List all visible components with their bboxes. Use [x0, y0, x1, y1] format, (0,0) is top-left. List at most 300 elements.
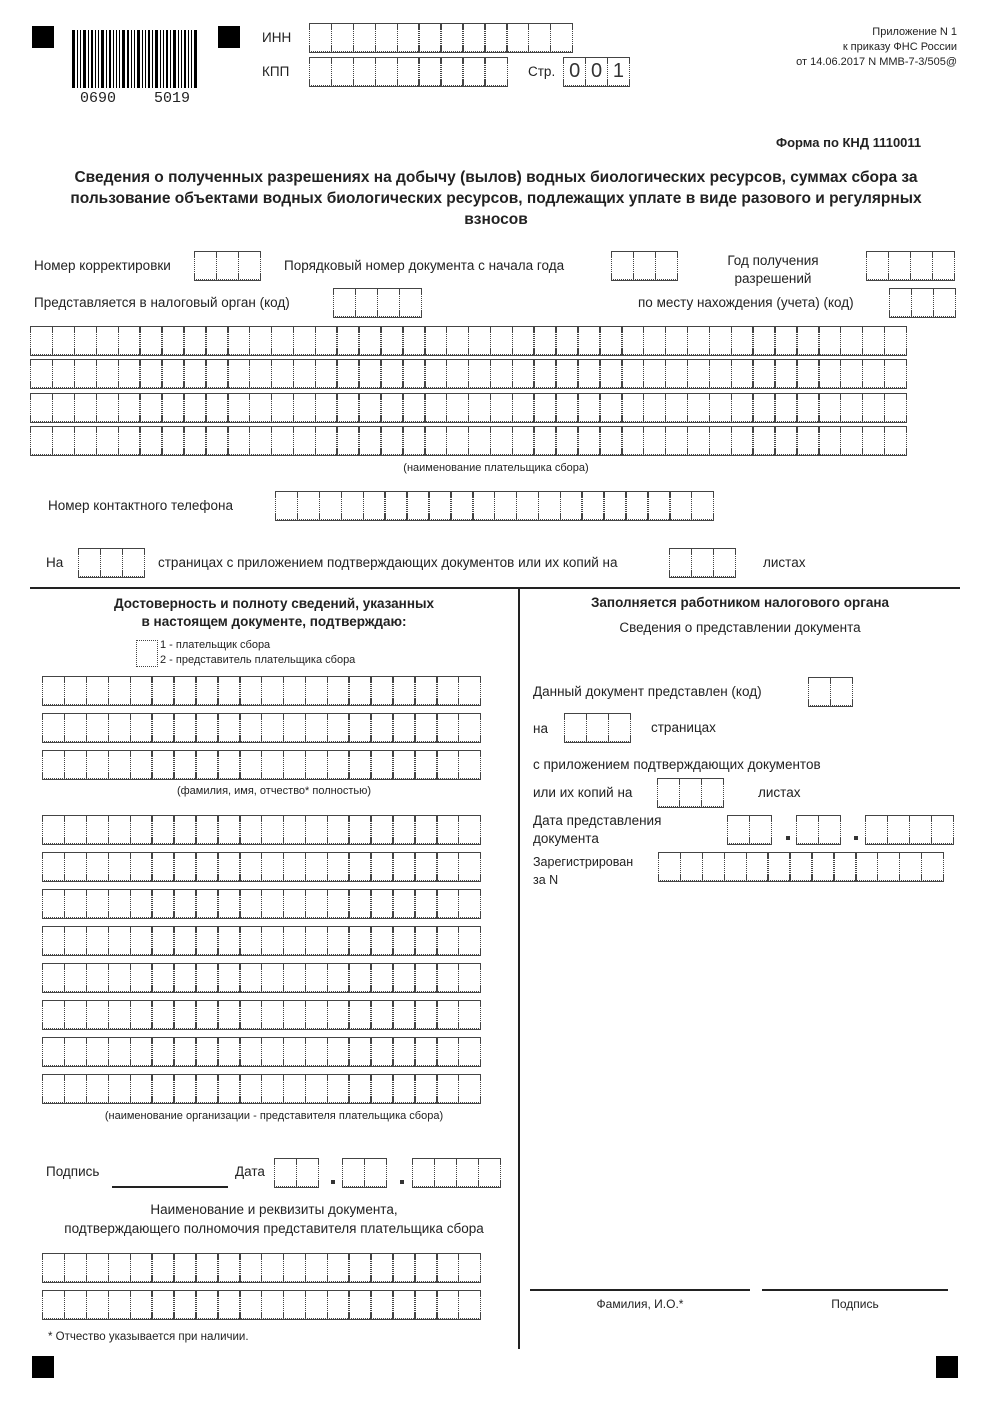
char-cell[interactable] — [239, 926, 262, 955]
char-cell[interactable] — [217, 1290, 240, 1319]
char-cell[interactable] — [217, 1253, 240, 1282]
char-cell[interactable] — [173, 713, 196, 742]
char-cell[interactable] — [458, 1037, 481, 1066]
char-cell[interactable] — [52, 426, 75, 455]
char-cell[interactable] — [336, 426, 359, 455]
char-cell[interactable] — [414, 1037, 437, 1066]
char-cell[interactable] — [217, 889, 240, 918]
char-cell[interactable] — [355, 288, 378, 317]
char-cell[interactable] — [436, 713, 459, 742]
char-cell[interactable] — [348, 852, 371, 881]
char-cell[interactable] — [283, 750, 306, 779]
char-cell[interactable] — [64, 852, 87, 881]
char-cell[interactable] — [657, 778, 680, 807]
date-month-cells[interactable] — [342, 1158, 386, 1187]
char-cell[interactable] — [130, 889, 153, 918]
year-cells[interactable] — [866, 251, 954, 280]
char-cell[interactable] — [315, 393, 338, 422]
char-cell[interactable] — [679, 778, 702, 807]
char-cell[interactable] — [108, 926, 131, 955]
char-cell[interactable] — [239, 963, 262, 992]
char-cell[interactable] — [866, 251, 889, 280]
char-cell[interactable] — [173, 815, 196, 844]
authority-doc-row2[interactable] — [42, 1290, 480, 1319]
char-cell[interactable] — [271, 426, 294, 455]
char-cell[interactable] — [746, 852, 769, 881]
char-cell[interactable] — [42, 1253, 65, 1282]
char-cell[interactable] — [42, 1037, 65, 1066]
char-cell[interactable] — [888, 251, 911, 280]
char-cell[interactable] — [749, 815, 772, 844]
char-cell[interactable] — [397, 23, 420, 52]
fio-row1[interactable] — [42, 676, 480, 705]
char-cell[interactable] — [691, 548, 714, 577]
char-cell[interactable] — [315, 326, 338, 355]
char-cell[interactable] — [399, 288, 422, 317]
char-cell[interactable] — [30, 393, 53, 422]
char-cell[interactable] — [151, 1253, 174, 1282]
char-cell[interactable] — [275, 491, 298, 520]
char-cell[interactable] — [669, 548, 692, 577]
char-cell[interactable] — [833, 852, 856, 881]
char-cell[interactable] — [52, 359, 75, 388]
char-cell[interactable] — [414, 889, 437, 918]
char-cell[interactable] — [139, 326, 162, 355]
char-cell[interactable] — [436, 889, 459, 918]
char-cell[interactable] — [377, 288, 400, 317]
char-cell[interactable] — [933, 288, 956, 317]
char-cell[interactable] — [370, 676, 393, 705]
char-cell[interactable] — [139, 359, 162, 388]
char-cell[interactable] — [414, 676, 437, 705]
char-cell[interactable] — [370, 815, 393, 844]
org-row2[interactable] — [42, 852, 480, 881]
char-cell[interactable] — [348, 1000, 371, 1029]
char-cell[interactable] — [283, 815, 306, 844]
char-cell[interactable] — [555, 326, 578, 355]
char-cell[interactable] — [327, 676, 350, 705]
char-cell[interactable] — [370, 1253, 393, 1282]
char-cell[interactable] — [336, 393, 359, 422]
char-cell[interactable] — [468, 326, 491, 355]
officer-name-line[interactable] — [530, 1289, 750, 1291]
char-cell[interactable] — [818, 426, 841, 455]
char-cell[interactable] — [261, 963, 284, 992]
char-cell[interactable] — [283, 963, 306, 992]
char-cell[interactable] — [877, 852, 900, 881]
char-cell[interactable] — [910, 251, 933, 280]
char-cell[interactable] — [830, 677, 853, 706]
char-cell[interactable] — [327, 1290, 350, 1319]
char-cell[interactable] — [370, 926, 393, 955]
char-cell[interactable] — [108, 1253, 131, 1282]
char-cell[interactable] — [261, 926, 284, 955]
char-cell[interactable] — [358, 359, 381, 388]
char-cell[interactable] — [490, 359, 513, 388]
char-cell[interactable] — [458, 815, 481, 844]
char-cell[interactable] — [484, 57, 507, 86]
char-cell[interactable] — [625, 491, 648, 520]
char-cell[interactable] — [274, 1158, 297, 1187]
char-cell[interactable] — [42, 889, 65, 918]
char-cell[interactable] — [239, 1000, 262, 1029]
char-cell[interactable] — [108, 713, 131, 742]
char-cell[interactable] — [239, 815, 262, 844]
char-cell[interactable] — [130, 750, 153, 779]
char-cell[interactable] — [305, 815, 328, 844]
submission-day-cells[interactable] — [727, 815, 771, 844]
char-cell[interactable] — [52, 326, 75, 355]
char-cell[interactable] — [100, 548, 123, 577]
submission-year-cells[interactable] — [865, 815, 953, 844]
char-cell[interactable] — [205, 426, 228, 455]
char-cell[interactable] — [173, 1253, 196, 1282]
char-cell[interactable] — [227, 326, 250, 355]
char-cell[interactable] — [414, 815, 437, 844]
char-cell[interactable] — [261, 1074, 284, 1103]
char-cell[interactable] — [603, 491, 626, 520]
char-cell[interactable] — [436, 1037, 459, 1066]
char-cell[interactable] — [130, 852, 153, 881]
char-cell[interactable] — [239, 889, 262, 918]
char-cell[interactable] — [130, 1290, 153, 1319]
char-cell[interactable] — [909, 815, 932, 844]
char-cell[interactable] — [173, 926, 196, 955]
char-cell[interactable] — [30, 426, 53, 455]
char-cell[interactable] — [669, 491, 692, 520]
char-cell[interactable] — [533, 326, 556, 355]
fio-row3[interactable] — [42, 750, 480, 779]
char-cell[interactable] — [216, 251, 239, 280]
char-cell[interactable] — [283, 1037, 306, 1066]
char-cell[interactable] — [564, 713, 587, 742]
char-cell[interactable] — [348, 889, 371, 918]
char-cell[interactable] — [183, 326, 206, 355]
char-cell[interactable] — [239, 713, 262, 742]
char-cell[interactable] — [283, 676, 306, 705]
char-cell[interactable] — [108, 815, 131, 844]
char-cell[interactable] — [239, 1290, 262, 1319]
char-cell[interactable] — [560, 491, 583, 520]
char-cell[interactable] — [884, 426, 907, 455]
char-cell[interactable] — [305, 1290, 328, 1319]
char-cell[interactable] — [458, 852, 481, 881]
char-cell[interactable] — [108, 1000, 131, 1029]
char-cell[interactable] — [855, 852, 878, 881]
char-cell[interactable] — [297, 491, 320, 520]
char-cell[interactable] — [709, 326, 732, 355]
char-cell[interactable] — [327, 1074, 350, 1103]
char-cell[interactable] — [458, 926, 481, 955]
char-cell[interactable] — [436, 750, 459, 779]
char-cell[interactable] — [151, 1000, 174, 1029]
char-cell[interactable] — [327, 963, 350, 992]
char-cell[interactable] — [380, 326, 403, 355]
char-cell[interactable] — [195, 750, 218, 779]
char-cell[interactable] — [436, 1290, 459, 1319]
char-cell[interactable] — [621, 426, 644, 455]
char-cell[interactable] — [327, 1000, 350, 1029]
char-cell[interactable] — [151, 713, 174, 742]
char-cell[interactable]: 0 — [585, 57, 608, 86]
char-cell[interactable] — [392, 889, 415, 918]
char-cell[interactable] — [293, 393, 316, 422]
char-cell[interactable] — [472, 491, 495, 520]
char-cell[interactable] — [380, 393, 403, 422]
char-cell[interactable] — [840, 426, 863, 455]
char-cell[interactable] — [621, 359, 644, 388]
char-cell[interactable] — [336, 359, 359, 388]
char-cell[interactable] — [305, 750, 328, 779]
char-cell[interactable] — [392, 1253, 415, 1282]
char-cell[interactable] — [161, 426, 184, 455]
char-cell[interactable] — [458, 963, 481, 992]
right-sheets-cells[interactable] — [657, 778, 723, 807]
char-cell[interactable] — [30, 326, 53, 355]
char-cell[interactable] — [647, 491, 670, 520]
char-cell[interactable] — [342, 1158, 365, 1187]
char-cell[interactable] — [380, 426, 403, 455]
char-cell[interactable] — [173, 1074, 196, 1103]
char-cell[interactable] — [458, 889, 481, 918]
char-cell[interactable] — [462, 23, 485, 52]
char-cell[interactable] — [353, 23, 376, 52]
char-cell[interactable] — [655, 251, 678, 280]
char-cell[interactable] — [468, 393, 491, 422]
char-cell[interactable] — [840, 359, 863, 388]
char-cell[interactable] — [173, 852, 196, 881]
kpp-cells[interactable] — [309, 57, 506, 86]
char-cell[interactable] — [462, 57, 485, 86]
char-cell[interactable] — [217, 676, 240, 705]
char-cell[interactable] — [599, 359, 622, 388]
char-cell[interactable] — [239, 852, 262, 881]
char-cell[interactable] — [195, 1000, 218, 1029]
char-cell[interactable] — [911, 288, 934, 317]
char-cell[interactable] — [621, 326, 644, 355]
char-cell[interactable] — [808, 677, 831, 706]
char-cell[interactable] — [305, 1000, 328, 1029]
char-cell[interactable] — [217, 815, 240, 844]
char-cell[interactable] — [271, 393, 294, 422]
char-cell[interactable] — [118, 326, 141, 355]
correction-number-cells[interactable] — [194, 251, 260, 280]
char-cell[interactable] — [709, 359, 732, 388]
char-cell[interactable] — [818, 815, 841, 844]
char-cell[interactable] — [64, 1000, 87, 1029]
org-row8[interactable] — [42, 1074, 480, 1103]
char-cell[interactable] — [796, 359, 819, 388]
char-cell[interactable] — [261, 1290, 284, 1319]
org-row4[interactable] — [42, 926, 480, 955]
char-cell[interactable] — [418, 57, 441, 86]
char-cell[interactable] — [687, 326, 710, 355]
char-cell[interactable] — [884, 359, 907, 388]
char-cell[interactable] — [889, 288, 912, 317]
char-cell[interactable] — [375, 57, 398, 86]
char-cell[interactable] — [305, 852, 328, 881]
char-cell[interactable] — [96, 359, 119, 388]
char-cell[interactable] — [315, 359, 338, 388]
char-cell[interactable] — [348, 750, 371, 779]
char-cell[interactable] — [436, 815, 459, 844]
char-cell[interactable] — [249, 426, 272, 455]
char-cell[interactable] — [130, 1000, 153, 1029]
char-cell[interactable] — [227, 426, 250, 455]
char-cell[interactable] — [727, 815, 750, 844]
char-cell[interactable] — [217, 852, 240, 881]
char-cell[interactable] — [336, 326, 359, 355]
char-cell[interactable] — [348, 713, 371, 742]
char-cell[interactable] — [538, 491, 561, 520]
char-cell[interactable] — [434, 1158, 457, 1187]
char-cell[interactable] — [358, 426, 381, 455]
char-cell[interactable] — [446, 326, 469, 355]
char-cell[interactable] — [195, 815, 218, 844]
char-cell[interactable] — [238, 251, 261, 280]
char-cell[interactable] — [446, 426, 469, 455]
char-cell[interactable] — [331, 23, 354, 52]
char-cell[interactable] — [271, 326, 294, 355]
char-cell[interactable] — [392, 815, 415, 844]
char-cell[interactable] — [74, 426, 97, 455]
char-cell[interactable] — [701, 778, 724, 807]
char-cell[interactable] — [555, 359, 578, 388]
sequence-number-cells[interactable] — [611, 251, 677, 280]
char-cell[interactable] — [458, 1000, 481, 1029]
char-cell[interactable] — [363, 491, 386, 520]
char-cell[interactable] — [599, 393, 622, 422]
signer-type-cell[interactable] — [136, 640, 158, 667]
char-cell[interactable] — [261, 1037, 284, 1066]
payer-name-row4[interactable] — [30, 426, 906, 455]
char-cell[interactable] — [86, 1037, 109, 1066]
payer-name-row2[interactable] — [30, 359, 906, 388]
char-cell[interactable] — [658, 852, 681, 881]
char-cell[interactable] — [217, 963, 240, 992]
char-cell[interactable] — [887, 815, 910, 844]
char-cell[interactable] — [370, 1290, 393, 1319]
char-cell[interactable] — [261, 852, 284, 881]
char-cell[interactable] — [239, 1074, 262, 1103]
char-cell[interactable] — [327, 750, 350, 779]
char-cell[interactable] — [64, 676, 87, 705]
char-cell[interactable] — [353, 57, 376, 86]
char-cell[interactable] — [468, 426, 491, 455]
char-cell[interactable] — [348, 815, 371, 844]
char-cell[interactable] — [261, 750, 284, 779]
char-cell[interactable] — [921, 852, 944, 881]
pages-cells[interactable] — [78, 548, 144, 577]
char-cell[interactable] — [327, 852, 350, 881]
org-row7[interactable] — [42, 1037, 480, 1066]
char-cell[interactable] — [348, 963, 371, 992]
char-cell[interactable] — [309, 23, 332, 52]
char-cell[interactable] — [64, 926, 87, 955]
char-cell[interactable] — [414, 852, 437, 881]
submission-month-cells[interactable] — [796, 815, 840, 844]
char-cell[interactable] — [687, 359, 710, 388]
char-cell[interactable] — [283, 852, 306, 881]
char-cell[interactable] — [249, 393, 272, 422]
char-cell[interactable] — [293, 326, 316, 355]
char-cell[interactable] — [608, 713, 631, 742]
char-cell[interactable] — [424, 326, 447, 355]
char-cell[interactable] — [205, 326, 228, 355]
date-year-cells[interactable] — [412, 1158, 500, 1187]
char-cell[interactable] — [217, 1037, 240, 1066]
char-cell[interactable] — [96, 393, 119, 422]
char-cell[interactable] — [370, 963, 393, 992]
char-cell[interactable] — [702, 852, 725, 881]
char-cell[interactable] — [86, 852, 109, 881]
char-cell[interactable] — [327, 713, 350, 742]
char-cell[interactable] — [370, 852, 393, 881]
char-cell[interactable] — [74, 326, 97, 355]
char-cell[interactable] — [261, 676, 284, 705]
char-cell[interactable] — [665, 326, 688, 355]
char-cell[interactable] — [64, 1037, 87, 1066]
registration-number-cells[interactable] — [658, 852, 943, 881]
char-cell[interactable] — [173, 889, 196, 918]
char-cell[interactable] — [484, 23, 507, 52]
char-cell[interactable] — [151, 750, 174, 779]
char-cell[interactable] — [319, 491, 342, 520]
char-cell[interactable] — [752, 326, 775, 355]
char-cell[interactable] — [86, 750, 109, 779]
char-cell[interactable] — [86, 889, 109, 918]
char-cell[interactable] — [283, 1000, 306, 1029]
char-cell[interactable] — [397, 57, 420, 86]
char-cell[interactable] — [173, 1000, 196, 1029]
char-cell[interactable] — [418, 23, 441, 52]
char-cell[interactable] — [195, 889, 218, 918]
char-cell[interactable] — [643, 426, 666, 455]
char-cell[interactable] — [789, 852, 812, 881]
char-cell[interactable] — [731, 426, 754, 455]
char-cell[interactable] — [327, 926, 350, 955]
char-cell[interactable] — [130, 713, 153, 742]
char-cell[interactable] — [577, 359, 600, 388]
char-cell[interactable] — [327, 1037, 350, 1066]
char-cell[interactable] — [528, 23, 551, 52]
char-cell[interactable] — [586, 713, 609, 742]
char-cell[interactable] — [173, 750, 196, 779]
char-cell[interactable] — [392, 926, 415, 955]
char-cell[interactable] — [370, 1074, 393, 1103]
char-cell[interactable] — [42, 676, 65, 705]
char-cell[interactable] — [42, 1074, 65, 1103]
char-cell[interactable] — [752, 359, 775, 388]
char-cell[interactable] — [217, 926, 240, 955]
char-cell[interactable] — [392, 1037, 415, 1066]
char-cell[interactable] — [293, 426, 316, 455]
char-cell[interactable] — [932, 251, 955, 280]
char-cell[interactable] — [139, 393, 162, 422]
char-cell[interactable] — [261, 1000, 284, 1029]
char-cell[interactable] — [108, 889, 131, 918]
char-cell[interactable] — [687, 393, 710, 422]
char-cell[interactable] — [687, 426, 710, 455]
char-cell[interactable] — [348, 1037, 371, 1066]
char-cell[interactable] — [130, 963, 153, 992]
char-cell[interactable] — [818, 359, 841, 388]
char-cell[interactable] — [151, 1074, 174, 1103]
char-cell[interactable] — [74, 359, 97, 388]
char-cell[interactable] — [42, 852, 65, 881]
char-cell[interactable] — [412, 1158, 435, 1187]
char-cell[interactable] — [341, 491, 364, 520]
